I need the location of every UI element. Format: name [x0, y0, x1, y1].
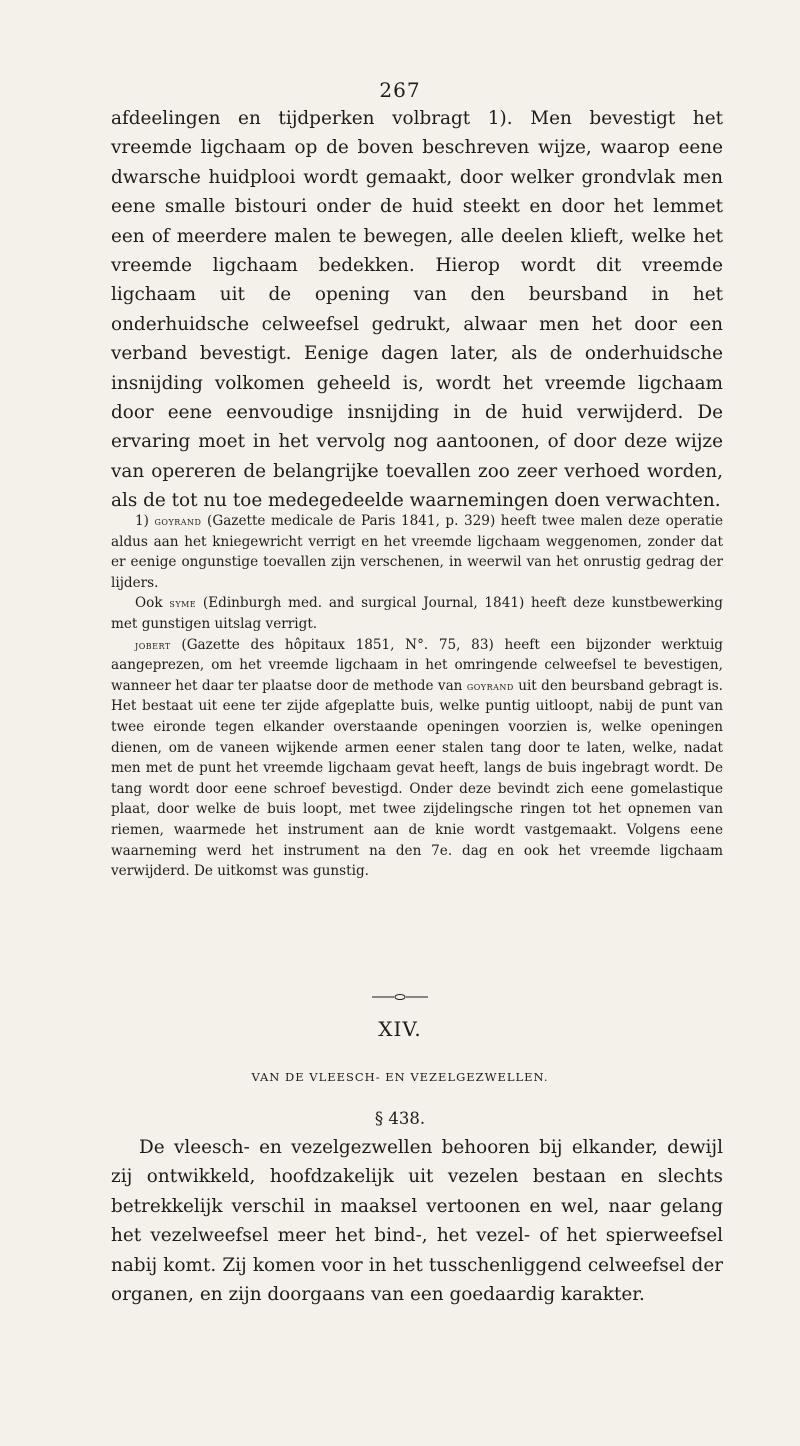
main-paragraph — [111, 104, 723, 516]
chapter-title: VAN DE VLEESCH- EN VEZELGEZWELLEN. — [251, 1070, 549, 1084]
footnote-3-author: jobert — [135, 637, 171, 652]
footnote-2 — [111, 593, 723, 634]
section-number: § 438. — [374, 1109, 426, 1128]
section-text — [111, 1133, 723, 1309]
footnotes — [111, 511, 723, 882]
page-number: 267 — [379, 78, 421, 102]
footnote-3 — [111, 635, 723, 882]
footnote-1 — [111, 511, 723, 593]
chapter-number: XIV. — [378, 1017, 422, 1041]
footnote-3-text-a: (Gazette des hôpitaux 1851, N°. 75, 83) heeft een bijzonder werktuig aangeprezen, om het vreemde ligchaam in het omringende celweefsel te bevestigen, wanneer het daar ter plaatse door de methode van — [111, 636, 723, 694]
main-paragraph-rest: Men bevestigt het vreemde ligchaam op de boven beschreven wijze, waarop eene dwarsche huidplooi wordt gemaakt, door welker grondvlak men eene smalle bistouri onder de huid steekt en door het lemmet een of meerdere malen te bewegen, alle deelen klieft, welke het vreemde ligchaam bedekken. Hierop wordt dit vreemde ligchaam uit de opening van den beursband in het onderhuidsche celweefsel gedrukt, alwaar men het door een verband bevestigt. Eenige dagen later, als de onderhuidsche insnijding volkomen geheeld is, wordt het vreemde ligchaam door eene eenvoudige insnijding in de huid verwijderd. De ervaring moet in het vervolg nog aantoonen, of door deze wijze van opereren de belangrijke toevallen zoo zeer verhoed worden, als de tot nu toe medegedeelde waarnemingen doen verwachten. — [111, 108, 723, 512]
footnote-1-label: 1) — [135, 513, 149, 529]
footnote-2-author: syme — [169, 596, 197, 611]
ornament-rule — [372, 993, 428, 1001]
footnote-2-text: (Edinburgh med. and surgical Journal, 1841) heeft deze kunstbewerking met gunstigen uitslag verrigt. — [111, 595, 724, 632]
section-paragraph: De vleesch- en vezelgezwellen behooren bij elkander, dewijl zij ontwikkeld, hoofdzakelijk uit vezelen bestaan en slechts betrekkelijk verschil in maaksel vertoonen en wel, naar gelang het vezelweefsel meer het bind-, het vezel- of het spierweefsel nabij komt. Zij komen voor in het tusschenliggend celweefsel der organen, en zijn doorgaans van een goedaardig karakter. — [111, 1137, 723, 1306]
footnote-3-text-b: uit den beursband gebragt is. Het bestaat uit eene ter zijde afgeplatte buis, welke puntig uitloopt, nabij de punt van twee eironde tegen elkander overstaande openingen voorzien is, welke openingen dienen, om de vaneen wijkende armen eener stalen tang door te laten, welke, nadat men met de punt het vreemde ligchaam gevat heeft, langs de buis ingebragt wordt. De tang wordt door eene schroef bevestigd. Onder deze bevindt zich eene gomelastique plaat, door welke de buis loopt, met twee zijdelingsche ringen tot het opnemen van riemen, waarmede het instrument aan de knie wordt vastgemaakt. Volgens eene waarneming werd het instrument na den 7e. dag en ook het vreemde ligchaam verwijderd. De uitkomst was gunstig. — [111, 677, 723, 880]
main-paragraph-start: afdeelingen en tijdperken volbragt — [111, 108, 471, 129]
footnote-1-text: (Gazette medicale de Paris 1841, p. 329) heeft twee malen deze operatie aldus aan het kniegewricht verrigt en het vreemde ligchaam weggenomen, zonder dat er eenige ongunstige toevallen zijn verschenen, in weerwil van het onrustig gedrag der lijders. — [111, 513, 724, 591]
footnote-ref: 1). — [487, 108, 513, 129]
main-text — [111, 104, 723, 516]
footnote-3-author-2: goyrand — [466, 678, 514, 693]
footnote-2-pre: Ook — [135, 595, 163, 612]
footnote-1-author: goyrand — [154, 514, 202, 528]
